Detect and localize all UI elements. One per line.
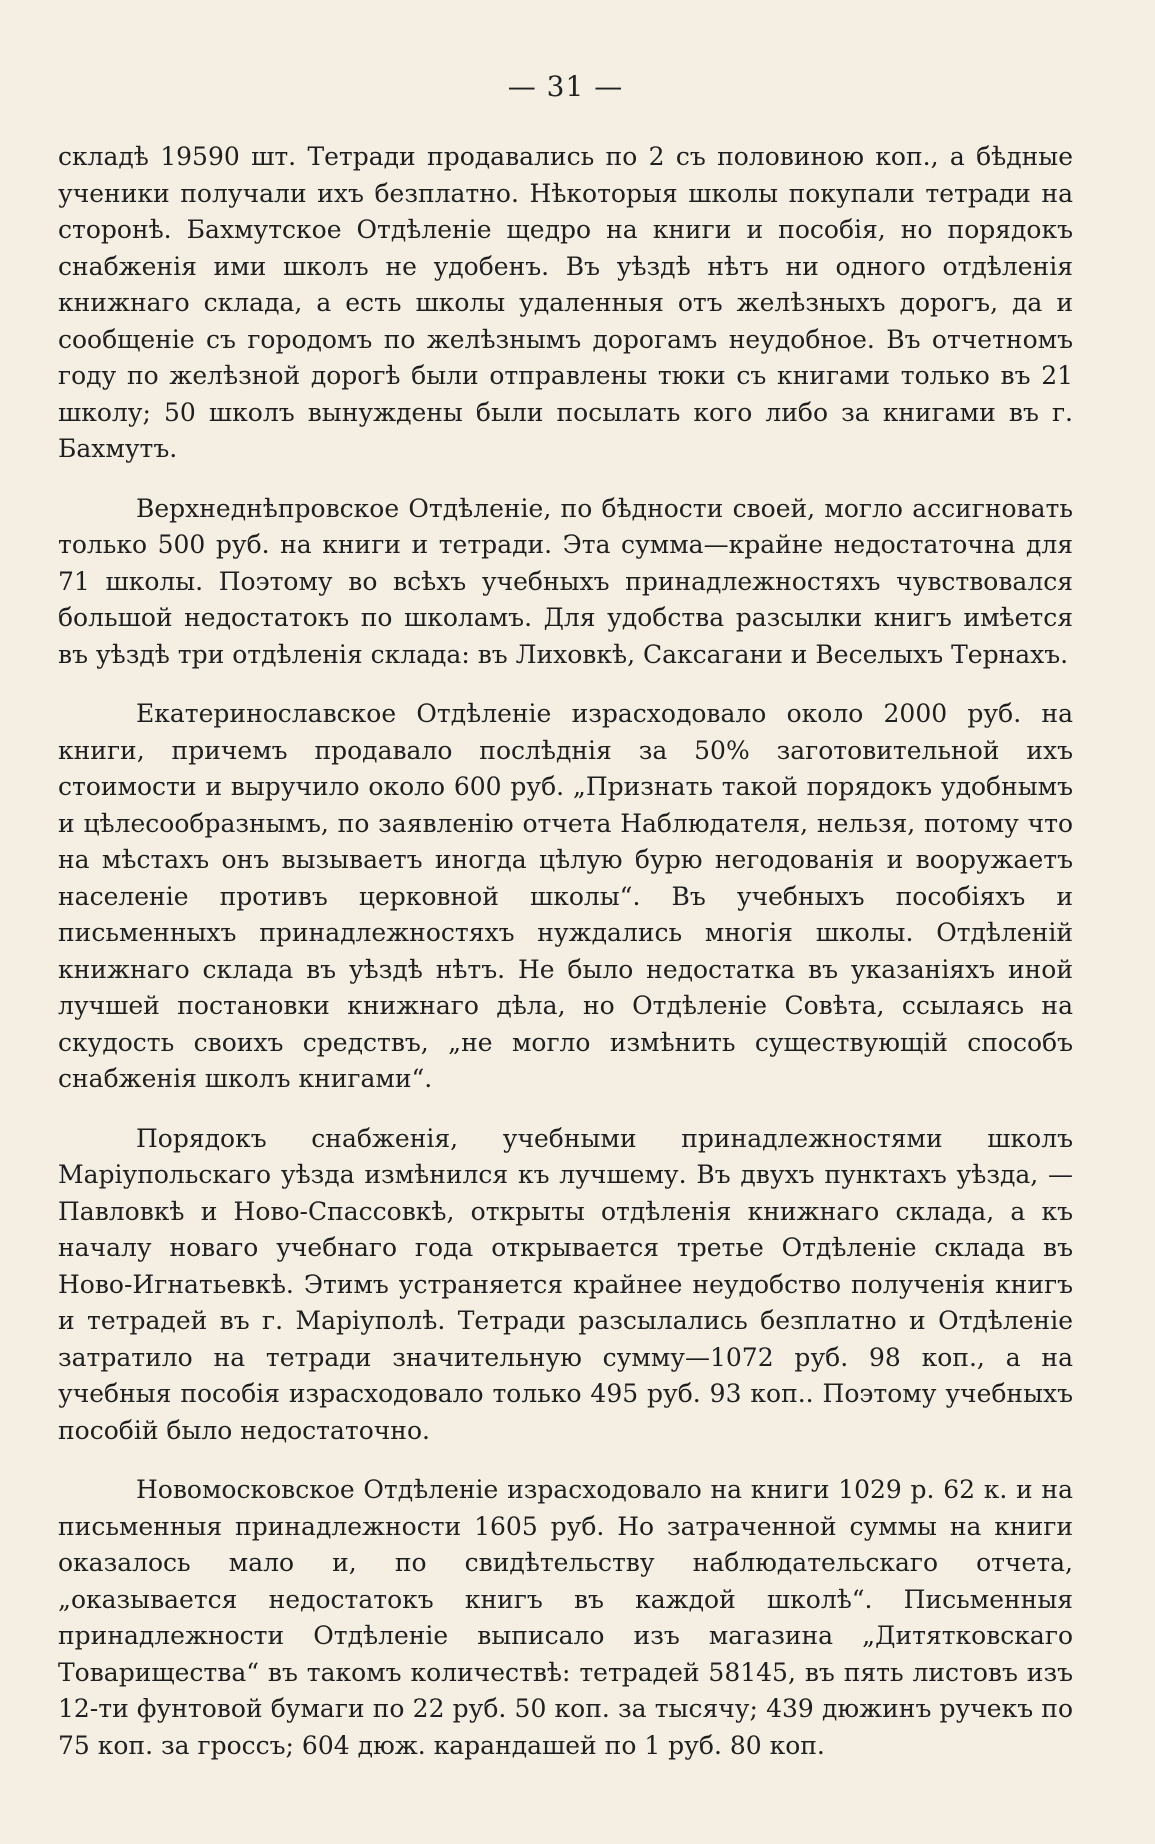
paragraph-novomoskovsk: Новомосковское Отдѣленіе израсходовало на книги 1029 р. 62 к. и на письменныя принадлежности 1605 руб. Но затраченной суммы на книги оказалось мало и, по свидѣтельству наблюдательскаго отчета, „оказывается недостатокъ книгъ въ каждой школѣ“. Письменныя принадлежности Отдѣленіе выписало изъ магазина „Дитятковскаго Товарищества“ въ такомъ количествѣ: тетрадей 58145, въ пять листовъ изъ 12-ти фунтовой бумаги по 22 руб. 50 коп. за тысячу; 439 дюжинъ ручекъ по 75 коп. за гроссъ; 604 дюж. карандашей по 1 руб. 80 коп. [58,1475,1073,1760]
page-number: — 31 — [507,70,624,103]
paragraph-mariupol: Порядокъ снабженія, учебными принадлежностями школъ Маріупольскаго уѣзда измѣнился къ лучшему. Въ двухъ пунктахъ уѣзда, —Павловкѣ и Ново-Спассовкѣ, открыты отдѣленія книжнаго склада, а къ началу новаго учебнаго года открывается третье Отдѣленіе склада въ Ново-Игнатьевкѣ. Этимъ устраняется крайнее неудобство полученія книгъ и тетрадей въ г. Маріуполѣ. Тетради разсылались безплатно и Отдѣленіе затратило на тетради значительную сумму—1072 руб. 98 коп., а на учебныя пособія израсходовало только 495 руб. 93 коп.. Поэтому учебныхъ пособій было недостаточно. [58,1123,1073,1445]
paragraph-ekaterinoslav: Екатеринославское Отдѣленіе израсходовало около 2000 руб. на книги, причемъ продавало послѣднія за 50% заготовительной ихъ стоимости и выручило около 600 руб. „Признать такой порядокъ удобнымъ и цѣлесообразнымъ, по заявленію отчета Наблюдателя, нельзя, потому что на мѣстахъ онъ вызываетъ иногда цѣлую бурю негодованія и вооружаетъ населеніе противъ церковной школы“. Въ учебныхъ пособіяхъ и письменныхъ принадлежностяхъ нуждались многія школы. Отдѣленій книжнаго склада въ уѣздѣ нѣтъ. Не было недостатка въ указаніяхъ иной лучшей постановки книжнаго дѣла, но Отдѣленіе Совѣта, ссылаясь на скудость своихъ средствъ, „не могло измѣнить существующій способъ снабженія школъ книгами“. [58,699,1073,1093]
paragraph-bakhmut: складѣ 19590 шт. Тетради продавались по 2 съ половиною коп., а бѣдные ученики получали ихъ безплатно. Нѣкоторыя школы покупали тетради на сторонѣ. Бахмутское Отдѣленіе щедро на книги и пособія, но порядокъ снабженія ими школъ не удобенъ. Въ уѣздѣ нѣтъ ни одного отдѣленія книжнаго склада, а есть школы удаленныя отъ желѣзныхъ дорогъ, да и сообщеніе съ городомъ по желѣзнымъ дорогамъ неудобное. Въ отчетномъ году по желѣзной дорогѣ были отправлены тюки съ книгами только въ 21 школу; 50 школъ вынуждены были посылать кого либо за книгами въ г. Бахмутъ. [58,142,1073,463]
paragraph-verkhnedneprovsk: Верхнеднѣпровское Отдѣленіе, по бѣдности своей, могло ассигновать только 500 руб. на книги и тетради. Эта сумма—крайне недостаточна для 71 школы. Поэтому во всѣхъ учебныхъ принадлежностяхъ чувствовался большой недостатокъ по школамъ. Для удобства разсылки книгъ имѣется въ уѣздѣ три отдѣленія склада: въ Лиховкѣ, Саксагани и Веселыхъ Тернахъ. [58,493,1073,669]
